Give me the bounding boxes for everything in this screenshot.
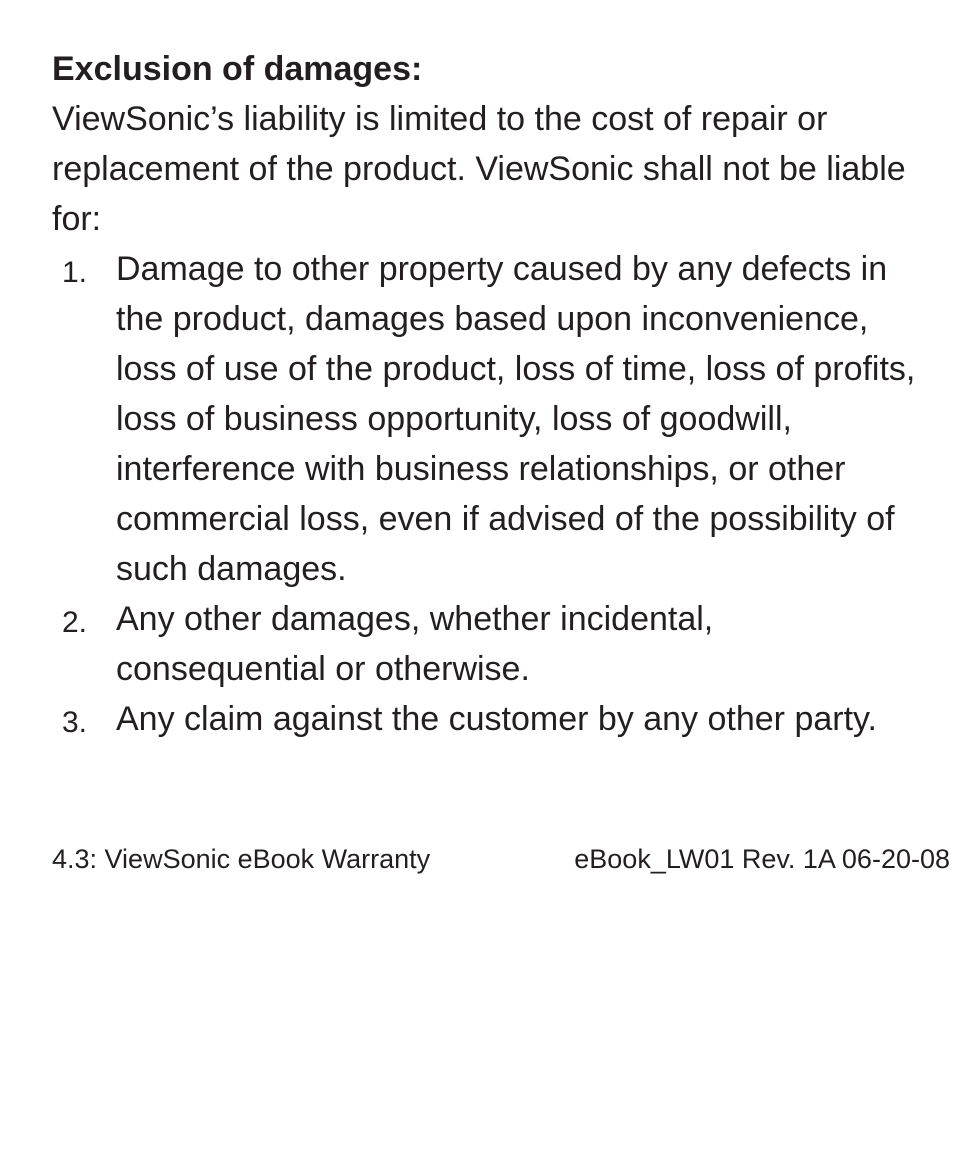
page-footer — [52, 839, 950, 879]
document-page — [52, 44, 942, 748]
list-item — [52, 244, 942, 594]
list-item — [52, 594, 942, 694]
list-item-number: 3. — [62, 706, 88, 739]
list-item-text: Any claim against the customer by any other party. — [116, 700, 877, 738]
footer-document-id: eBook_LW01 Rev. 1A 06-20-08 — [574, 844, 950, 874]
list-item-text: Damage to other property caused by any defects in the product, damages based upon inconvenience, loss of use of the product, loss of time, loss of profits, loss of business opportunity, loss of goodwill, interference with business relationships, or other commercial loss, even if advised of the possibility of such damages. — [116, 250, 916, 588]
list-item-number: 2. — [62, 606, 88, 639]
list-item-text: Any other damages, whether incidental, consequential or otherwise. — [116, 600, 714, 688]
section-heading: Exclusion of damages: — [52, 50, 423, 88]
list-item-number: 1. — [62, 256, 88, 289]
exclusion-list — [52, 244, 942, 748]
footer-section-label: 4.3: ViewSonic eBook Warranty — [52, 844, 431, 874]
list-item — [52, 694, 942, 748]
intro-paragraph: ViewSonic’s liability is limited to the cost of repair or replacement of the product. ViewSonic shall not be liable for: — [52, 100, 906, 238]
